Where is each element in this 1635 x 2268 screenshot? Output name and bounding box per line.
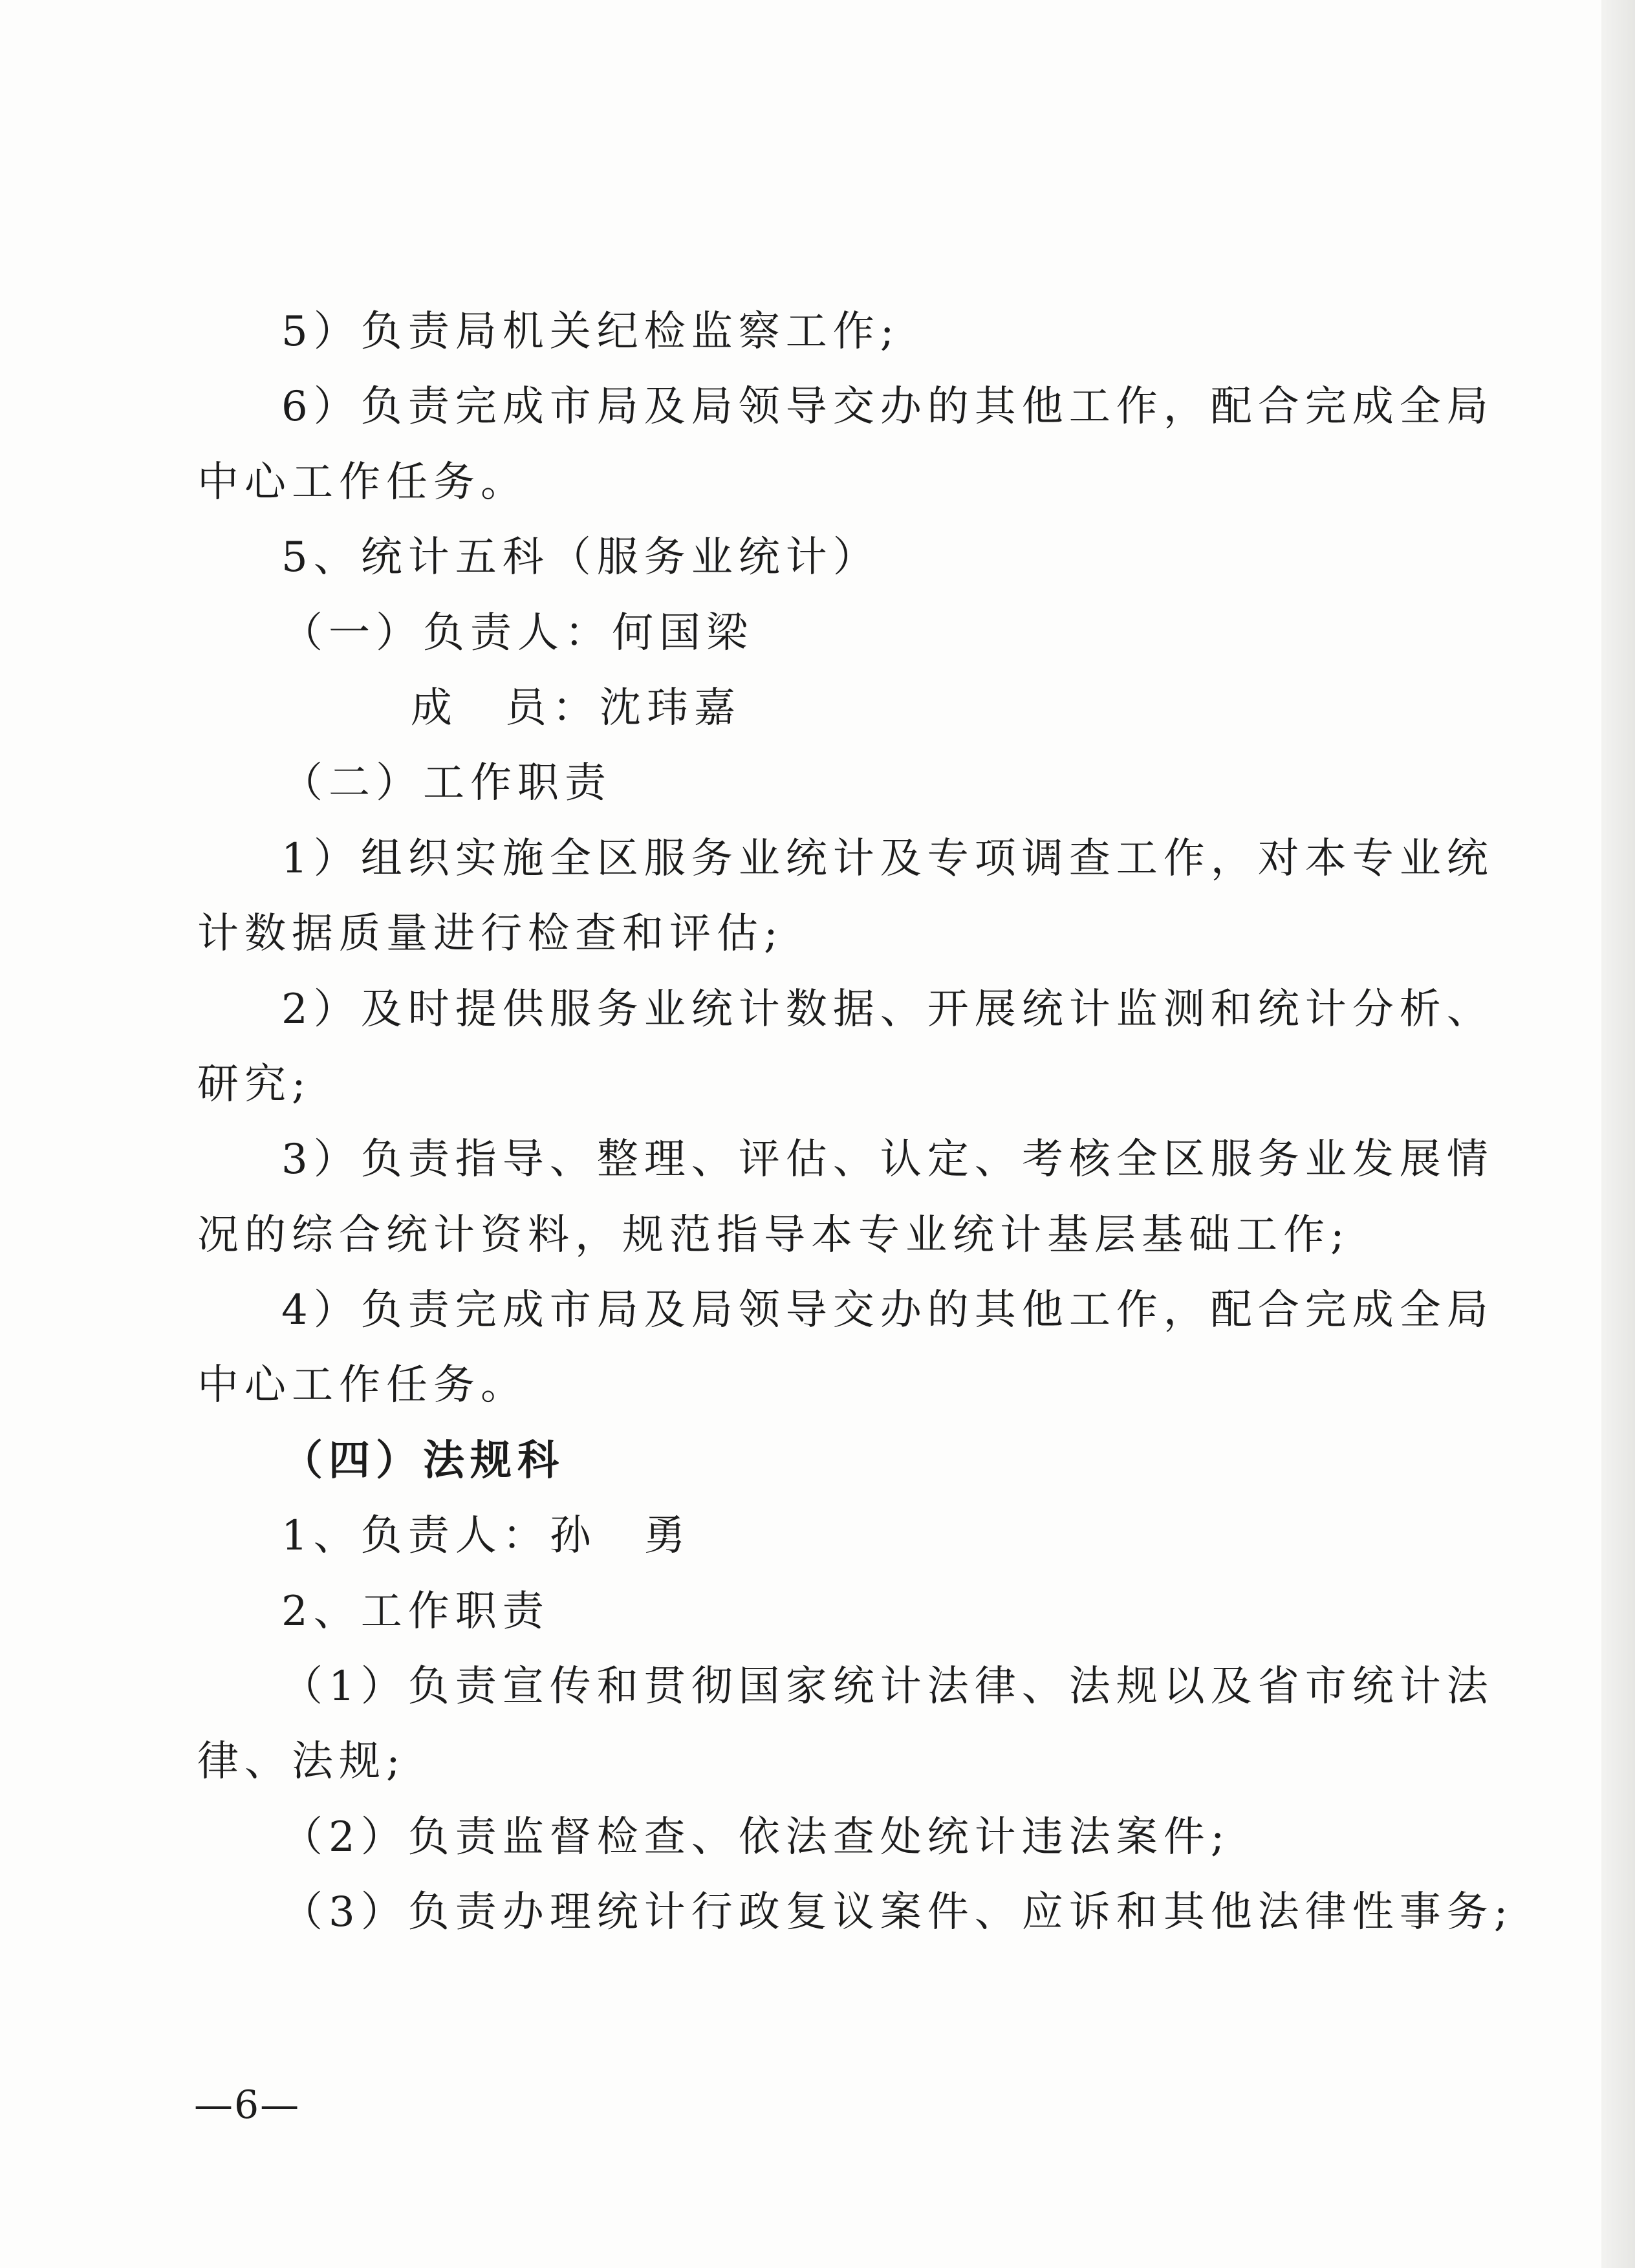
section-heading-bold: （四）法规科 [281,1436,565,1485]
text-line: （一）负责人：何国梁 [281,609,753,657]
document-body [197,294,1514,1950]
text-line: 4）负责完成市局及局领导交办的其他工作，配合完成全局 [281,1286,1494,1335]
text-line: （1）负责宣传和贯彻国家统计法律、法规以及省市统计法 [281,1663,1494,1711]
text-line: （3）负责办理统计行政复议案件、应诉和其他法律性事务; [281,1888,1514,1937]
text-line: 计数据质量进行检查和评估; [197,910,784,958]
text-line: （2）负责监督检查、依法查处统计违法案件; [281,1813,1231,1861]
text-line: （二）工作职责 [281,759,612,808]
text-line: 1、负责人：孙 勇 [281,1512,691,1561]
text-line: 中心工作任务。 [197,458,528,506]
text-line: 5）负责局机关纪检监察工作; [281,308,900,356]
text-line: 3）负责指导、整理、评估、认定、考核全区服务业发展情 [281,1136,1494,1184]
text-line: 成 员：沈玮嘉 [411,684,741,732]
text-line: 1）组织实施全区服务业统计及专项调查工作，对本专业统 [281,834,1494,883]
text-line: 中心工作任务。 [197,1361,528,1410]
text-line: 研究; [197,1060,312,1108]
text-line: 2）及时提供服务业统计数据、开展统计监测和统计分析、 [281,985,1494,1033]
page-number: —6— [194,2082,301,2128]
page-edge-shadow [1601,0,1635,2268]
text-line: 律、法规; [197,1738,406,1786]
section-heading: 5、统计五科（服务业统计） [281,534,880,582]
text-line: 况的综合统计资料，规范指导本专业统计基层基础工作; [197,1211,1350,1259]
text-line: 6）负责完成市局及局领导交办的其他工作，配合完成全局 [281,383,1494,431]
text-line: 2、工作职责 [281,1587,550,1636]
